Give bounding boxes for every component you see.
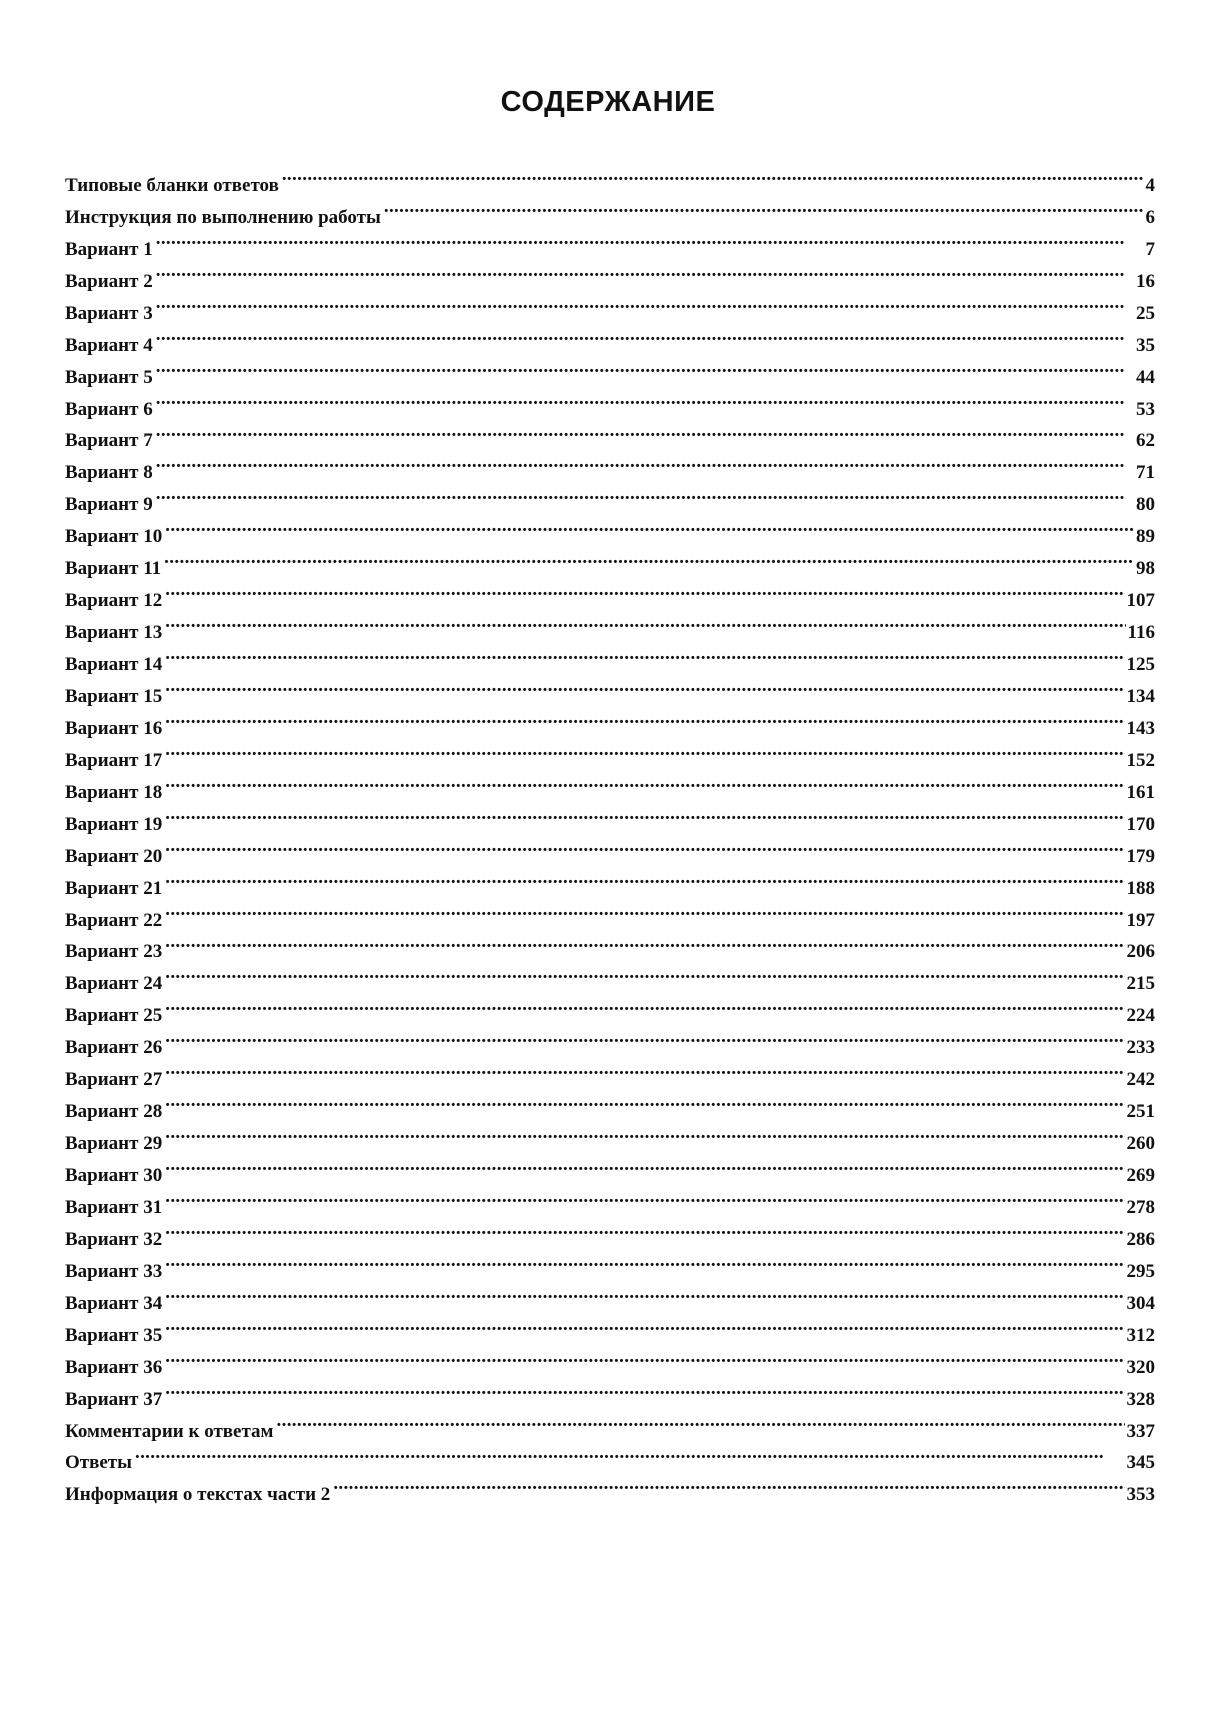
toc-entry-page-number: 179 xyxy=(1126,845,1155,867)
toc-entry-label: Вариант 20 xyxy=(65,845,163,867)
toc-entry xyxy=(65,957,1155,995)
toc-entry-label: Вариант 6 xyxy=(65,398,153,420)
toc-entry-page-number: 4 xyxy=(1145,174,1155,196)
toc-dot-leader xyxy=(156,415,1134,447)
page-title: СОДЕРЖАНИЕ xyxy=(500,86,716,118)
toc-entry-label: Вариант 32 xyxy=(65,1228,163,1250)
toc-entry xyxy=(65,223,1155,260)
toc-entry-page-number: 16 xyxy=(1136,270,1155,292)
toc-entry xyxy=(65,1053,1155,1091)
toc-entry-label: Вариант 11 xyxy=(65,558,162,580)
toc-entry-label: Вариант 7 xyxy=(65,430,153,452)
toc-dot-leader xyxy=(156,223,1144,255)
toc-entry xyxy=(65,1117,1155,1155)
toc-entry-label: Вариант 13 xyxy=(65,622,163,644)
toc-entry xyxy=(65,510,1155,548)
toc-entry-label: Вариант 4 xyxy=(65,334,153,356)
toc-entry-page-number: 143 xyxy=(1126,717,1155,739)
toc-dot-leader xyxy=(165,574,1124,606)
toc-entry xyxy=(65,734,1155,771)
toc-entry-page-number: 53 xyxy=(1136,398,1155,420)
toc-entry xyxy=(65,638,1155,675)
toc-entry-page-number: 286 xyxy=(1126,1228,1155,1250)
toc-entry-page-number: 134 xyxy=(1126,685,1155,707)
toc-entry-label: Вариант 19 xyxy=(65,813,163,835)
toc-dot-leader xyxy=(165,1181,1124,1213)
toc-entry xyxy=(65,606,1155,644)
toc-entry-page-number: 116 xyxy=(1127,622,1155,644)
toc-entry-page-number: 35 xyxy=(1136,334,1155,356)
toc-entry xyxy=(65,383,1155,420)
toc-dot-leader xyxy=(165,734,1124,766)
toc-entry-label: Вариант 18 xyxy=(65,781,163,803)
toc-dot-leader xyxy=(165,1149,1124,1181)
toc-dot-leader xyxy=(165,670,1124,702)
toc-dot-leader xyxy=(165,1085,1124,1117)
toc-entry-label: Вариант 10 xyxy=(65,526,163,548)
toc-entry-page-number: 353 xyxy=(1126,1484,1155,1506)
toc-dot-leader xyxy=(165,1309,1124,1341)
toc-entry xyxy=(65,1437,1155,1474)
toc-entry-page-number: 107 xyxy=(1126,590,1155,612)
toc-entry-page-number: 80 xyxy=(1136,494,1155,516)
toc-entry-label: Информация о текстах части 2 xyxy=(65,1484,331,1506)
toc-entry xyxy=(65,478,1155,516)
toc-entry-label: Вариант 16 xyxy=(65,717,163,739)
toc-dot-leader xyxy=(165,894,1124,926)
toc-dot-leader xyxy=(165,510,1134,542)
toc-entry-page-number: 161 xyxy=(1126,781,1155,803)
toc-dot-leader xyxy=(277,1405,1125,1437)
toc-entry-page-number: 7 xyxy=(1145,238,1155,260)
toc-entry xyxy=(65,989,1155,1027)
toc-entry-label: Вариант 2 xyxy=(65,270,153,292)
toc-entry-label: Вариант 34 xyxy=(65,1292,163,1314)
toc-entry-page-number: 328 xyxy=(1126,1388,1155,1410)
toc-entry-label: Вариант 9 xyxy=(65,494,153,516)
toc-entry-page-number: 98 xyxy=(1136,558,1155,580)
toc-entry-label: Вариант 17 xyxy=(65,749,163,771)
toc-entry-page-number: 71 xyxy=(1136,462,1155,484)
toc-entry-page-number: 206 xyxy=(1126,941,1155,963)
toc-entry xyxy=(65,1149,1155,1186)
toc-entry-label: Вариант 31 xyxy=(65,1196,163,1218)
toc-entry-label: Вариант 12 xyxy=(65,590,163,612)
toc-entry xyxy=(65,830,1155,867)
toc-entry-page-number: 295 xyxy=(1126,1260,1155,1282)
toc-entry-label: Инструкция по выполнению работы xyxy=(65,206,381,228)
toc-dot-leader xyxy=(165,606,1125,638)
toc-entry xyxy=(65,1341,1155,1378)
toc-entry-page-number: 125 xyxy=(1126,654,1155,675)
toc-dot-leader xyxy=(165,957,1124,989)
toc-entry xyxy=(65,1085,1155,1123)
toc-entry-page-number: 6 xyxy=(1145,206,1155,228)
toc-entry-label: Вариант 33 xyxy=(65,1260,163,1282)
toc-entry-label: Вариант 24 xyxy=(65,973,163,995)
toc-dot-leader xyxy=(164,542,1134,574)
table-of-contents xyxy=(65,159,1155,1506)
toc-entry xyxy=(65,415,1155,452)
toc-entry-label: Вариант 28 xyxy=(65,1101,163,1123)
toc-entry-label: Вариант 3 xyxy=(65,302,153,324)
toc-entry-page-number: 44 xyxy=(1136,366,1155,388)
toc-dot-leader xyxy=(165,1053,1124,1085)
toc-entry-page-number: 224 xyxy=(1126,1005,1155,1027)
toc-entry-page-number: 197 xyxy=(1126,909,1155,931)
toc-entry xyxy=(65,1309,1155,1346)
toc-dot-leader xyxy=(165,1341,1124,1373)
toc-entry xyxy=(65,1277,1155,1314)
toc-entry xyxy=(65,351,1155,388)
toc-entry-label: Вариант 29 xyxy=(65,1133,163,1155)
toc-entry-label: Вариант 26 xyxy=(65,1037,163,1059)
toc-entry-label: Вариант 5 xyxy=(65,366,153,388)
toc-entry-label: Вариант 1 xyxy=(65,238,153,260)
toc-dot-leader xyxy=(165,638,1124,670)
toc-dot-leader xyxy=(282,159,1144,191)
toc-dot-leader xyxy=(156,287,1134,319)
toc-entry-page-number: 320 xyxy=(1126,1356,1155,1378)
toc-entry xyxy=(65,159,1155,196)
toc-entry xyxy=(65,287,1155,324)
toc-dot-leader xyxy=(165,1213,1124,1245)
toc-dot-leader xyxy=(156,319,1134,351)
toc-entry xyxy=(65,446,1155,484)
toc-dot-leader xyxy=(165,798,1124,830)
toc-dot-leader xyxy=(156,446,1134,478)
toc-entry-label: Ответы xyxy=(65,1452,132,1474)
toc-entry xyxy=(65,798,1155,835)
toc-dot-leader xyxy=(165,766,1124,798)
toc-entry-page-number: 215 xyxy=(1126,973,1155,995)
toc-entry-page-number: 89 xyxy=(1136,526,1155,548)
toc-entry xyxy=(65,766,1155,803)
toc-entry xyxy=(65,1245,1155,1282)
toc-entry-page-number: 25 xyxy=(1136,302,1155,324)
toc-dot-leader xyxy=(165,1277,1124,1309)
toc-entry xyxy=(65,1181,1155,1218)
toc-entry-label: Вариант 37 xyxy=(65,1388,163,1410)
toc-entry-page-number: 337 xyxy=(1126,1420,1155,1442)
toc-entry-label: Вариант 14 xyxy=(65,654,163,675)
toc-entry-page-number: 269 xyxy=(1126,1165,1155,1186)
toc-entry-label: Типовые бланки ответов xyxy=(65,174,279,196)
toc-dot-leader xyxy=(384,191,1144,223)
toc-dot-leader xyxy=(156,478,1134,510)
toc-entry xyxy=(65,1373,1155,1410)
toc-dot-leader xyxy=(165,862,1124,894)
toc-entry-label: Вариант 23 xyxy=(65,941,163,963)
toc-dot-leader xyxy=(165,1245,1124,1277)
toc-entry-page-number: 62 xyxy=(1136,430,1155,452)
toc-entry xyxy=(65,319,1155,356)
toc-entry-label: Вариант 35 xyxy=(65,1324,163,1346)
toc-entry-page-number: 152 xyxy=(1126,749,1155,771)
toc-dot-leader xyxy=(165,1373,1124,1405)
toc-entry-page-number: 242 xyxy=(1126,1069,1155,1091)
toc-entry xyxy=(65,1213,1155,1250)
toc-entry xyxy=(65,670,1155,707)
toc-dot-leader xyxy=(156,383,1134,415)
toc-entry xyxy=(65,1021,1155,1059)
toc-dot-leader xyxy=(165,702,1124,734)
toc-entry-page-number: 278 xyxy=(1126,1196,1155,1218)
toc-entry-label: Комментарии к ответам xyxy=(65,1420,274,1442)
toc-entry-page-number: 304 xyxy=(1126,1292,1155,1314)
toc-entry xyxy=(65,862,1155,899)
toc-entry-label: Вариант 21 xyxy=(65,877,163,899)
toc-entry-label: Вариант 25 xyxy=(65,1005,163,1027)
toc-entry xyxy=(65,1405,1155,1442)
toc-dot-leader xyxy=(333,1468,1124,1500)
toc-entry-label: Вариант 15 xyxy=(65,685,163,707)
toc-dot-leader xyxy=(156,255,1134,287)
toc-entry-label: Вариант 8 xyxy=(65,462,153,484)
toc-dot-leader xyxy=(165,830,1124,862)
toc-entry-label: Вариант 27 xyxy=(65,1069,163,1091)
toc-entry xyxy=(65,926,1155,963)
toc-entry-label: Вариант 36 xyxy=(65,1356,163,1378)
toc-entry-page-number: 312 xyxy=(1126,1324,1155,1346)
toc-dot-leader xyxy=(156,351,1134,383)
toc-entry xyxy=(65,574,1155,612)
toc-entry-page-number: 233 xyxy=(1126,1037,1155,1059)
toc-entry-page-number: 170 xyxy=(1126,813,1155,835)
toc-dot-leader xyxy=(165,989,1124,1021)
toc-entry xyxy=(65,255,1155,292)
toc-entry-label: Вариант 22 xyxy=(65,909,163,931)
toc-entry-page-number: 260 xyxy=(1126,1133,1155,1155)
toc-dot-leader xyxy=(165,926,1124,958)
toc-entry xyxy=(65,894,1155,931)
toc-entry xyxy=(65,542,1155,580)
toc-entry xyxy=(65,1468,1155,1506)
toc-dot-leader xyxy=(135,1437,1125,1469)
toc-entry-page-number: 251 xyxy=(1126,1101,1155,1123)
toc-entry xyxy=(65,702,1155,739)
toc-entry-page-number: 188 xyxy=(1126,877,1155,899)
toc-dot-leader xyxy=(165,1117,1124,1149)
toc-dot-leader xyxy=(165,1021,1124,1053)
toc-entry-label: Вариант 30 xyxy=(65,1165,163,1186)
toc-entry-page-number: 345 xyxy=(1126,1452,1155,1474)
